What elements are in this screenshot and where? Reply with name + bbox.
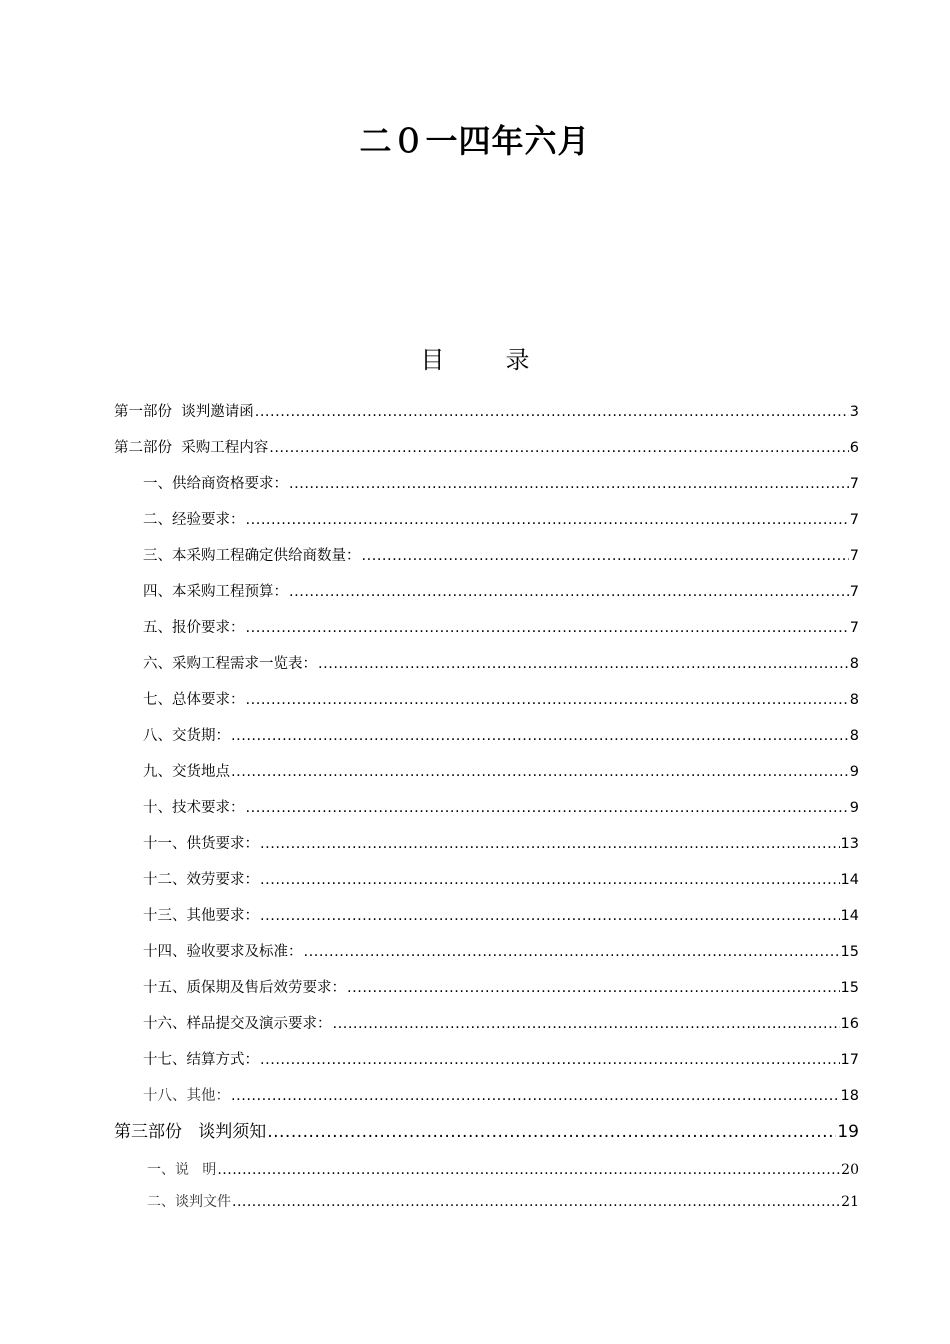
toc-entry-label: 第三部份 谈判须知: [114, 1122, 267, 1142]
toc-page-number: 15: [840, 944, 859, 960]
toc-entry-2-6[interactable]: [143, 654, 859, 674]
toc-entry-2-9[interactable]: [143, 762, 859, 782]
toc-entry-label: 十五、质保期及售后效劳要求：: [143, 980, 346, 996]
toc-page-number: 7: [849, 512, 859, 528]
toc-entry-label: 一、供给商资格要求：: [143, 476, 288, 492]
toc-dot-leader: [232, 1192, 840, 1212]
toc-page-number: 6: [849, 440, 859, 456]
toc-page-number: 3: [849, 404, 859, 420]
toc-entry-2-17[interactable]: [143, 1050, 859, 1070]
toc-entry-label: 二、经验要求：: [143, 512, 245, 528]
toc-dot-leader: [304, 942, 840, 962]
toc-page-number: 8: [849, 692, 859, 708]
toc-page-number: 7: [849, 584, 859, 600]
toc-entry-label: 十、技术要求：: [143, 800, 245, 816]
toc-entry-2-3[interactable]: [143, 546, 859, 566]
toc-entry-label: 一、说 明: [147, 1162, 217, 1178]
toc-entry-part1[interactable]: [114, 402, 859, 422]
toc-entry-2-8[interactable]: [143, 726, 859, 746]
toc-entry-2-16[interactable]: [143, 1014, 859, 1034]
toc-page-number: 7: [849, 620, 859, 636]
toc-dot-leader: [267, 1121, 836, 1143]
toc-dot-leader: [231, 726, 849, 746]
toc-entry-2-11[interactable]: [143, 834, 859, 854]
toc-entry-2-1[interactable]: [143, 474, 859, 494]
toc-dot-leader: [347, 978, 840, 998]
toc-entry-label: 十三、其他要求：: [143, 908, 259, 924]
toc-page-number: 7: [849, 476, 859, 492]
toc-entry-part3[interactable]: [114, 1121, 859, 1143]
toc-dot-leader: [362, 546, 849, 566]
toc-entry-2-18[interactable]: [143, 1086, 859, 1106]
toc-entry-2-10[interactable]: [143, 798, 859, 818]
toc-heading: 目 录: [420, 346, 530, 374]
toc-entry-label: 十六、样品提交及演示要求：: [143, 1016, 332, 1032]
toc-page-number: 9: [849, 800, 859, 816]
toc-entry-label: 三、本采购工程确定供给商数量：: [143, 548, 361, 564]
toc-entry-label: 八、交货期：: [143, 728, 230, 744]
toc-dot-leader: [289, 582, 849, 602]
toc-dot-leader: [246, 690, 849, 710]
toc-entry-label: 七、总体要求：: [143, 692, 245, 708]
toc-dot-leader: [260, 834, 840, 854]
toc-page-number: 17: [840, 1052, 859, 1068]
toc-dot-leader: [260, 906, 840, 926]
toc-entry-2-4[interactable]: [143, 582, 859, 602]
toc-entry-label: 十八、其他：: [143, 1088, 230, 1104]
toc-dot-leader: [246, 798, 849, 818]
toc-page-number: 21: [841, 1194, 859, 1210]
toc-entry-label: 十七、结算方式：: [143, 1052, 259, 1068]
toc-entry-2-13[interactable]: [143, 906, 859, 926]
toc-entry-part2[interactable]: [114, 438, 859, 458]
toc-entry-label: 五、报价要求：: [143, 620, 245, 636]
toc-entry-label: 二、谈判文件: [147, 1194, 231, 1210]
toc-entry-3-1[interactable]: [147, 1160, 859, 1180]
toc-page-number: 16: [840, 1016, 859, 1032]
toc-page-number: 13: [840, 836, 859, 852]
toc-page-number: 15: [840, 980, 859, 996]
toc-entry-label: 第一部份 谈判邀请函: [114, 404, 254, 420]
toc-page-number: 8: [849, 728, 859, 744]
toc-entry-3-2[interactable]: [147, 1192, 859, 1212]
toc-entry-label: 十二、效劳要求：: [143, 872, 259, 888]
toc-dot-leader: [246, 618, 849, 638]
toc-entry-2-5[interactable]: [143, 618, 859, 638]
toc-entry-label: 第二部份 采购工程内容: [114, 440, 269, 456]
toc-entry-label: 六、采购工程需求一览表：: [143, 656, 317, 672]
toc-dot-leader: [260, 870, 840, 890]
toc-dot-leader: [231, 762, 849, 782]
toc-page-number: 7: [849, 548, 859, 564]
toc-dot-leader: [260, 1050, 840, 1070]
toc-entry-label: 九、交货地点: [143, 764, 230, 780]
toc-page-number: 18: [840, 1088, 859, 1104]
toc-entry-2-7[interactable]: [143, 690, 859, 710]
toc-dot-leader: [333, 1014, 840, 1034]
toc-entry-2-14[interactable]: [143, 942, 859, 962]
toc-dot-leader: [255, 402, 849, 422]
toc-entry-label: 十一、供货要求：: [143, 836, 259, 852]
toc-entry-2-2[interactable]: [143, 510, 859, 530]
toc-page-number: 14: [840, 872, 859, 888]
toc-dot-leader: [231, 1086, 840, 1106]
toc-dot-leader: [217, 1160, 840, 1180]
toc-dot-leader: [289, 474, 849, 494]
toc-entry-2-12[interactable]: [143, 870, 859, 890]
toc-page-number: 8: [849, 656, 859, 672]
toc-entry-label: 十四、验收要求及标准：: [143, 944, 303, 960]
cover-date: 二０一四年六月: [359, 122, 591, 160]
toc-entry-2-15[interactable]: [143, 978, 859, 998]
toc-page-number: 14: [840, 908, 859, 924]
toc-dot-leader: [246, 510, 849, 530]
toc-dot-leader: [318, 654, 849, 674]
toc-page-number: 19: [837, 1122, 859, 1142]
toc-page-number: 9: [849, 764, 859, 780]
toc-entry-label: 四、本采购工程预算：: [143, 584, 288, 600]
toc-dot-leader: [269, 438, 849, 458]
toc-page-number: 20: [841, 1162, 859, 1178]
